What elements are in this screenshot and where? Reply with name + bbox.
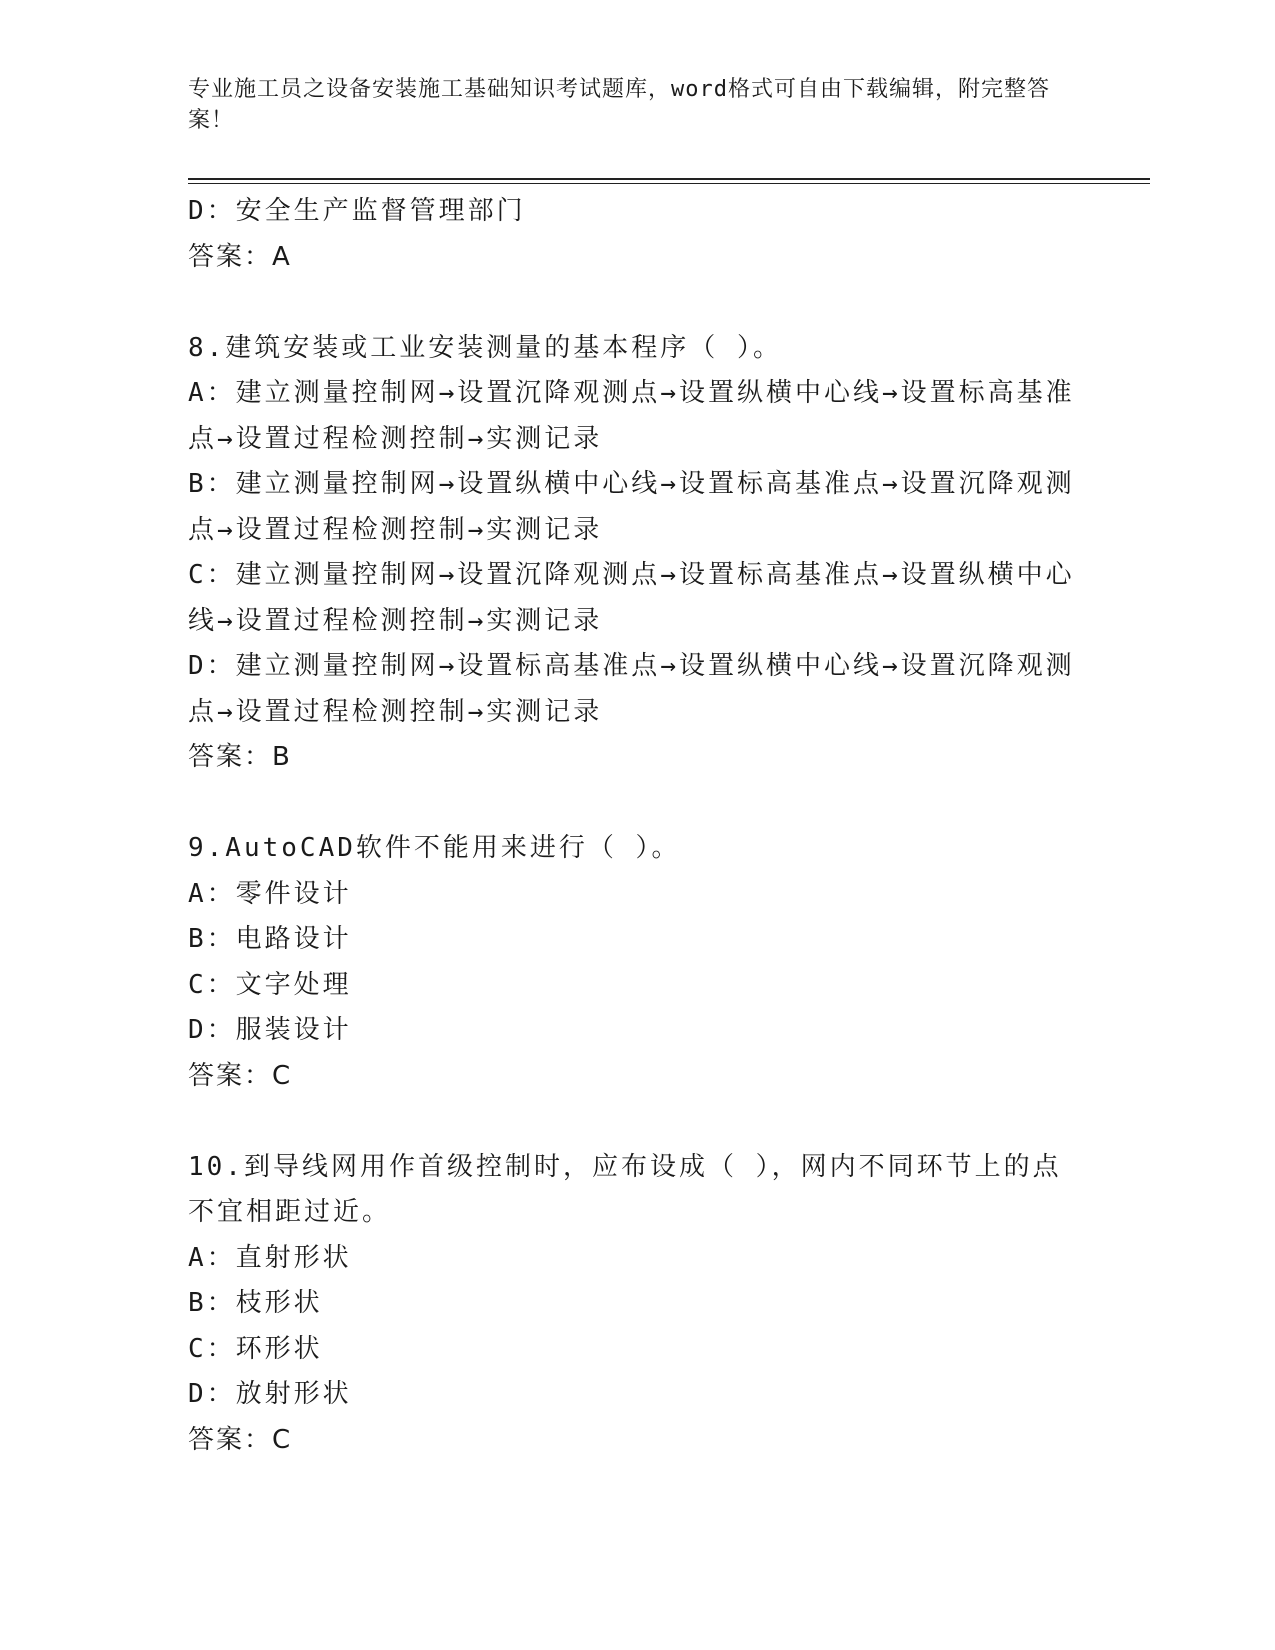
question-9 [188, 826, 1078, 1099]
question-option-b: B：电路设计 [188, 924, 352, 954]
question-option-d: D：放射形状 [188, 1379, 352, 1409]
question-stem: 8.建筑安装或工业安装测量的基本程序（ ）。 [188, 332, 782, 363]
prev-question-answer: 答案：A [188, 241, 292, 272]
question-answer: 答案：C [188, 1424, 293, 1455]
header-rule-thin [188, 183, 1150, 184]
question-answer: 答案：B [188, 742, 292, 772]
question-option-c: C：建立测量控制网→设置沉降观测点→设置标高基准点→设置纵横中心线→设置过程检测控制→实测记录 [188, 560, 1075, 636]
question-option-b: B：建立测量控制网→设置纵横中心线→设置标高基准点→设置沉降观测点→设置过程检测控制→实测记录 [188, 469, 1075, 545]
question-option-d: D：建立测量控制网→设置标高基准点→设置纵横中心线→设置沉降观测点→设置过程检测控制→实测记录 [188, 651, 1075, 727]
question-spacer [188, 280, 1078, 326]
document-body [188, 189, 1078, 1463]
question-option-b: B：枝形状 [188, 1288, 323, 1318]
document-header: 专业施工员之设备安装施工基础知识考试题库，word格式可自由下载编辑，附完整答案！ [188, 77, 1050, 133]
question-option-d: D：服装设计 [188, 1015, 352, 1045]
question-spacer [188, 1099, 1078, 1145]
question-option-c: C：环形状 [188, 1333, 323, 1364]
header-rule-thick [188, 178, 1150, 180]
question-stem: 9.AutoCAD软件不能用来进行（ ）。 [188, 833, 681, 863]
question-8 [188, 326, 1078, 781]
question-option-a: A：直射形状 [188, 1242, 352, 1273]
prev-question-option-d: D：安全生产监督管理部门 [188, 196, 526, 226]
question-10 [188, 1145, 1078, 1464]
question-option-a: A：零件设计 [188, 878, 352, 909]
question-spacer [188, 781, 1078, 827]
question-stem: 10.到导线网用作首级控制时，应布设成（ ），网内不同环节上的点不宜相距过近。 [188, 1151, 1062, 1227]
question-answer: 答案：C [188, 1060, 293, 1091]
question-option-a: A：建立测量控制网→设置沉降观测点→设置纵横中心线→设置标高基准点→设置过程检测控制→实测记录 [188, 378, 1075, 454]
question-option-c: C：文字处理 [188, 969, 352, 1000]
